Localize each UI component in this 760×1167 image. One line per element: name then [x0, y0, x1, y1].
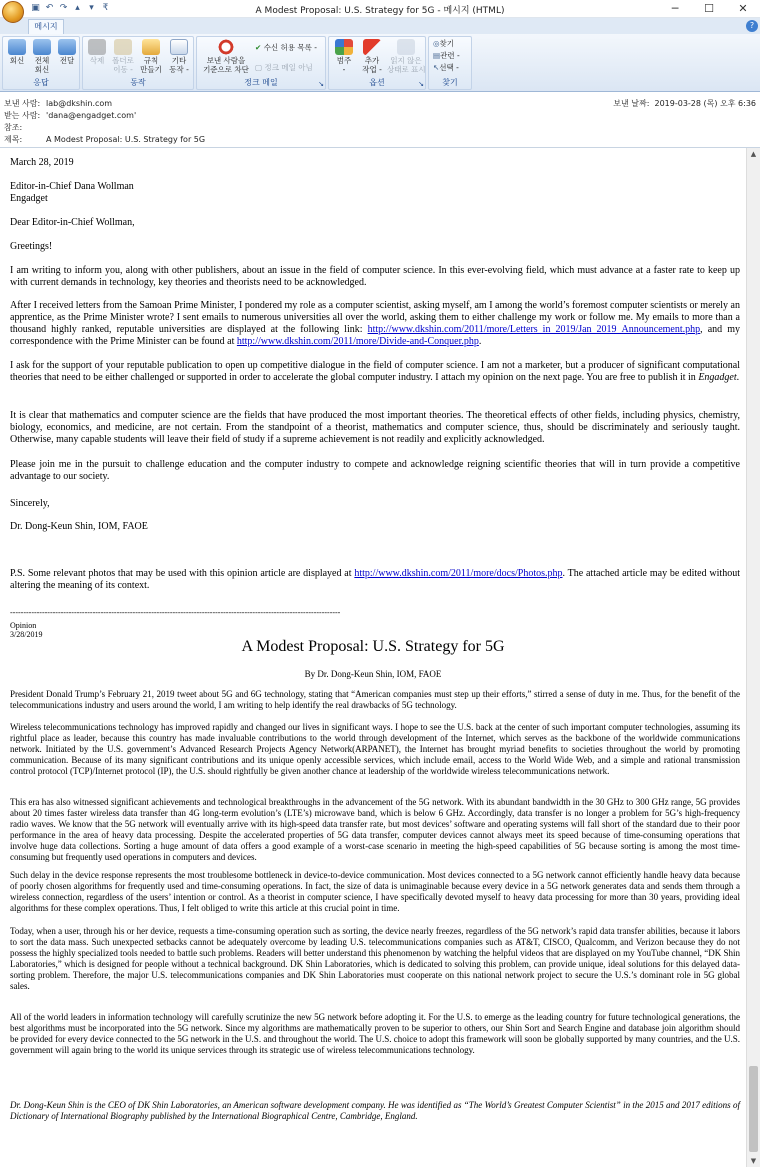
article-paragraph-3: This era has also witnessed significant achievements and technological breakthroughs in the advancement of the 5G network. With its abundant bandwidth in the 30 GHz to 300 GHz range, 5G provides about 20 times faster wireless data transfer than 4G long-term evolution’s (LTE’s) microwave band, which is below 6 GHz. Accordingly, data transfer is no longer a problem for 5G’s high-frequency radio waves. We know that the 5G network will eventually arrive with its high-speed data transfer rate, but most devices’ software and operating systems will fall short of the standard due to their poor performance in the area of heavy data processing. Despite the accelerated properties of 5G data transfer, computer devices cannot always meet its speed because of time-consuming operations that involve huge data collections. Sorting a huge amount of data offers a good example of a worst-case scenario in meeting the high-speed capabilities of 5G because sorting is among the most time-consuming but frequently used operations in computers and devices.	[10, 797, 740, 862]
group-actions	[82, 36, 194, 90]
scroll-thumb[interactable]	[749, 1066, 758, 1152]
move-to-folder-button[interactable]: 폴더로 이동 -	[110, 39, 136, 74]
letter-paragraph-5: Please join me in the pursuit to challenge education and the computer industry to compete and acknowledge reigning scientific theories that will in turn provide a competitive advantage to our society.	[10, 459, 740, 482]
down-icon[interactable]: ▾	[89, 3, 94, 13]
from-value[interactable]: lab@dkshin.com	[46, 99, 113, 108]
not-junk-icon: ▢	[255, 63, 263, 72]
to-label: 받는 사람:	[4, 111, 41, 120]
article-title: A Modest Proposal: U.S. Strategy for 5G	[241, 638, 505, 655]
categorize-button[interactable]: 범주 -	[331, 39, 357, 74]
maximize-button[interactable]: ☐	[704, 2, 714, 15]
close-button[interactable]: ✕	[738, 2, 748, 15]
article-date: 3/28/2019	[10, 630, 43, 639]
letter-paragraph-2: After I received letters from the Samoan Prime Minister, I pondered my role as a computer scientist, asking myself, am I among the world’s foremost computer scientists or merely an apprentice, as the Prime Minister wrote? I sent emails to numerous universities all over the world, asking them to either challenge my work or follow me. My emails to more than a thousand highly ranked, reputable universities are displayed at the following link: http://www.dkshin.com/2011/more/Letters_in_2019/Jan_2019_Announcement.php, and my correspondence with the Prime Minister can be found at http://www.dkshin.com/2011/more/Divide-and-Conquer.php.	[10, 300, 741, 347]
article-section: Opinion	[10, 621, 37, 630]
not-junk-button[interactable]: ▢ 정크 메일 아님	[255, 63, 313, 72]
group-respond	[2, 36, 80, 90]
reply-all-icon	[33, 39, 51, 55]
to-value[interactable]: 'dana@engadget.com'	[46, 111, 137, 120]
forward-button[interactable]: 전달	[56, 39, 78, 65]
rule-icon	[142, 39, 160, 55]
letter-date: March 28, 2019	[10, 157, 74, 168]
office-button[interactable]	[2, 1, 24, 23]
categorize-icon	[335, 39, 353, 55]
salutation: Dear Editor-in-Chief Wollman,	[10, 217, 135, 228]
folder-icon	[114, 39, 132, 55]
article-byline: By Dr. Dong-Keun Shin, IOM, FAOE	[304, 669, 442, 679]
subject-value: A Modest Proposal: U.S. Strategy for 5G	[46, 135, 206, 144]
divide-conquer-link[interactable]: http://www.dkshin.com/2011/more/Divide-and-Conquer.php	[236, 336, 479, 347]
title-bar	[0, 0, 760, 18]
window-title: A Modest Proposal: U.S. Strategy for 5G - 메시지 (HTML)	[255, 6, 505, 16]
cc-row	[4, 122, 46, 133]
article-paragraph-1: President Donald Trump’s February 21, 2019 tweet about 5G and 6G technology, stating that “American companies must step up their efforts,” stirred a sense of duty in me. Thus, for the benefit of the telecommunications industry and users around the world, I am writing to help identify the real drawbacks of 5G technology.	[10, 689, 740, 710]
group-label-respond: 응답	[33, 78, 49, 87]
redo-icon[interactable]: ↷	[59, 3, 68, 13]
follow-up-button[interactable]: 추가 작업 -	[359, 39, 385, 74]
scroll-up-icon[interactable]: ▲	[750, 150, 757, 158]
junk-dialog-launcher-icon[interactable]: ↘	[318, 80, 324, 88]
letter-paragraph-3: I ask for the support of your reputable publication to open up competitive dialogue in the field of computer science. I am not a marketer, but a producer of significant computational theories that need to be either challenged or supported in order to accelerate the global computer industry. I attach my opinion on the next page. You are free to publish it in Engadget.	[10, 360, 740, 383]
window-controls	[658, 0, 760, 18]
greeting: Greetings!	[10, 241, 53, 252]
safe-lists-button[interactable]: ✔ 수신 허용 목록 -	[255, 43, 318, 52]
subject-row	[4, 134, 205, 145]
scroll-down-icon[interactable]: ▼	[750, 1157, 757, 1165]
delete-button[interactable]: 삭제	[86, 39, 108, 65]
other-actions-button[interactable]: 기타 동작 -	[166, 39, 192, 74]
reply-icon	[8, 39, 26, 55]
article-paragraph-4: Such delay in the device response represents the most troublesome bottleneck in device-to-device communication. Most devices connected to a 5G network cannot efficiently handle heavy data because of poorly chosen algorithms for frequently used and time-consuming operations. In fact, the size of data is unimaginable because every device in a 5G network generates data and sends them through a wireless connection, regardless of the users’ intention or control. As a theorist in computer science, I have specifically devoted myself to heavy data processing for more than 30 years, providing ideal algorithms for these complex operations. Thus, I felt obliged to write this article at this crucial point in time.	[10, 870, 740, 913]
save-icon[interactable]: ▣	[31, 3, 40, 13]
postscript: P.S. Some relevant photos that may be used with this opinion article are displayed at http://www.dkshin.com/2011/more/docs/Photos.php. The attached article may be edited without altering the meaning of its context.	[10, 568, 740, 591]
related-button[interactable]: ▤관련 -	[433, 51, 460, 60]
block-sender-button[interactable]: 보낸 사람을 기준으로 차단	[199, 39, 253, 74]
minimize-button[interactable]: ─	[671, 2, 679, 15]
from-label: 보낸 사람:	[4, 99, 41, 108]
block-sender-icon	[217, 39, 235, 55]
recipient-name: Editor-in-Chief Dana Wollman	[10, 181, 134, 192]
group-options	[328, 36, 426, 90]
signature: Dr. Dong-Keun Shin, IOM, FAOE	[10, 521, 148, 532]
sent-value: 2019-03-28 (목) 오후 6:36	[654, 99, 756, 108]
undo-icon[interactable]: ↶	[45, 3, 54, 13]
letter-paragraph-4: It is clear that mathematics and computer science are the fields that have produced the most important theories. The theoretical effects of other fields, including physics, chemistry, biology, economics, and medicine, are not certain. From the standpoint of a theorist, mathematics and computer science, thus, should be discriminately and seriously taught. Otherwise, many capable students will leave their field of study if a supreme achievement is not readily and explicitly acknowledged.	[10, 410, 740, 445]
other-actions-icon	[170, 39, 188, 55]
ribbon	[0, 34, 760, 92]
message-header	[0, 92, 760, 148]
delete-icon	[88, 39, 106, 55]
binoculars-icon: ◎	[433, 39, 440, 48]
separator-line: ----------------------------------------------------------------------------------------------------------------------------	[10, 608, 341, 617]
forward-icon	[58, 39, 76, 55]
letter-paragraph-1: I am writing to inform you, along with other publishers, about an issue in the field of computer science. In this ever-evolving field, which must advance at a faster rate to keep up with current demands in technology, key theories and theorists need to be acknowledged.	[10, 265, 740, 288]
article-paragraph-6: All of the world leaders in information technology will carefully scrutinize the new 5G network before adopting it. For the U.S. to emerge as the leading country for future technological generations, the best algorithms must be incorporated into the 5G network. Since my algorithms are mathematically proven to be superior to others, our Shin Sort and Search Engine and database join algorithm should be provided for every device connected to the 5G network in the U.S. and throughout the world. The U.S. choice to adopt this framework will soon be globally supported by many countries, and the U.S. government will again bring to the world its unique services through its strategic use of wireless telecommunications technology.	[10, 1012, 740, 1055]
help-icon[interactable]: ?	[746, 20, 758, 32]
find-button[interactable]: ◎찾기	[433, 39, 455, 48]
reply-all-button[interactable]: 전체 회신	[30, 39, 54, 74]
closing: Sincerely,	[10, 498, 50, 509]
sent-row	[613, 98, 756, 109]
author-bio: Dr. Dong-Keun Shin is the CEO of DK Shin Laboratories, an American software development company. He was identified as “The World’s Greatest Computer Scientist” in the 2015 and 2017 editions of Dictionary of International Biography published by the International Biographical Centre, Cambridge, England.	[10, 1100, 740, 1121]
group-label-find: 찾기	[442, 78, 458, 87]
up-icon[interactable]: ▴	[75, 3, 80, 13]
group-label-actions: 동작	[130, 78, 146, 87]
select-button[interactable]: ↖선택 -	[433, 63, 459, 72]
mark-unread-button[interactable]: 읽지 않은 상태로 표시	[387, 39, 425, 74]
flag-icon	[363, 39, 381, 55]
photos-link[interactable]: http://www.dkshin.com/2011/more/docs/Photos.php	[354, 568, 563, 579]
to-row	[4, 110, 136, 121]
group-find	[428, 36, 472, 90]
sent-label: 보낸 날짜:	[613, 99, 650, 108]
reply-button[interactable]: 회신	[6, 39, 28, 65]
tab-message[interactable]: 메시지	[28, 19, 64, 34]
group-label-junk: 정크 메일	[244, 78, 278, 87]
ribbon-tab-row	[0, 18, 760, 34]
related-icon: ▤	[433, 51, 441, 60]
group-junk	[196, 36, 326, 90]
customize-qat-icon[interactable]: ₹	[102, 3, 109, 13]
article-paragraph-5: Today, when a user, through his or her device, requests a time-consuming operation such as sorting, the device nearly freezes, regardless of the 5G network’s rapid data transfer abilities, because it labors to sort the data mass. Such unexpected setbacks cannot be adequately overcome by leading U.S. telecommunications companies such as AT&T, CISCO, Qualcomm, and Verizon because they do not possess the highly specialized tools needed to battle such problems. Readers will better understand this phenomenon by watching the helpful videos that are displayed on my YouTube channel, “DK Shin Laboratories,” which is designed for people without a technical background. DK Shin Laboratories, which is dedicated to solving this problem, can provide unique, ideal solutions for this delayed data-sorting problem. Therefore, the major U.S. telecommunications companies and DK Shin Laboratories must cooperate on this national network project to secure the U.S.’s dominant role in 5G global sales.	[10, 926, 740, 991]
create-rule-button[interactable]: 규칙 만들기	[138, 39, 164, 74]
recipient-org: Engadget	[10, 193, 48, 204]
from-row	[4, 98, 112, 109]
group-label-options: 옵션	[369, 78, 385, 87]
message-body	[0, 148, 746, 1167]
select-icon: ↖	[433, 63, 440, 72]
subject-label: 제목:	[4, 135, 23, 144]
article-paragraph-2: Wireless telecommunications technology has improved rapidly and changed our lives in significant ways. I hope to see the U.S. back at the center of such important computer technologies, assuming its rightful place as leader, because this country has made invaluable contributions to the world through development of the Internet, which serves as the backbone of the worldwide communications network. Initiated by the U.S. government’s Advanced Research Projects Agency Network(ARPANET), the Internet has brought myriad benefits to societies throughout the world by promoting communication. Because of its many significant contributions and its unique openly accessible services, which include email, access to the World Wide Web, and a simple and rational transmission control protocol (TCP)/Internet protocol (IP), the U.S. should rightfully be given another chance at leadership of the worldwide wireless telecommunications network.	[10, 722, 740, 776]
cc-label: 참조:	[4, 123, 23, 132]
options-dialog-launcher-icon[interactable]: ↘	[418, 80, 424, 88]
vertical-scrollbar[interactable]	[746, 148, 760, 1167]
announcement-link[interactable]: http://www.dkshin.com/2011/more/Letters_in_2019/Jan_2019_Announcement.php	[367, 324, 701, 335]
mark-unread-icon	[397, 39, 415, 55]
safe-lists-icon: ✔	[255, 43, 262, 52]
